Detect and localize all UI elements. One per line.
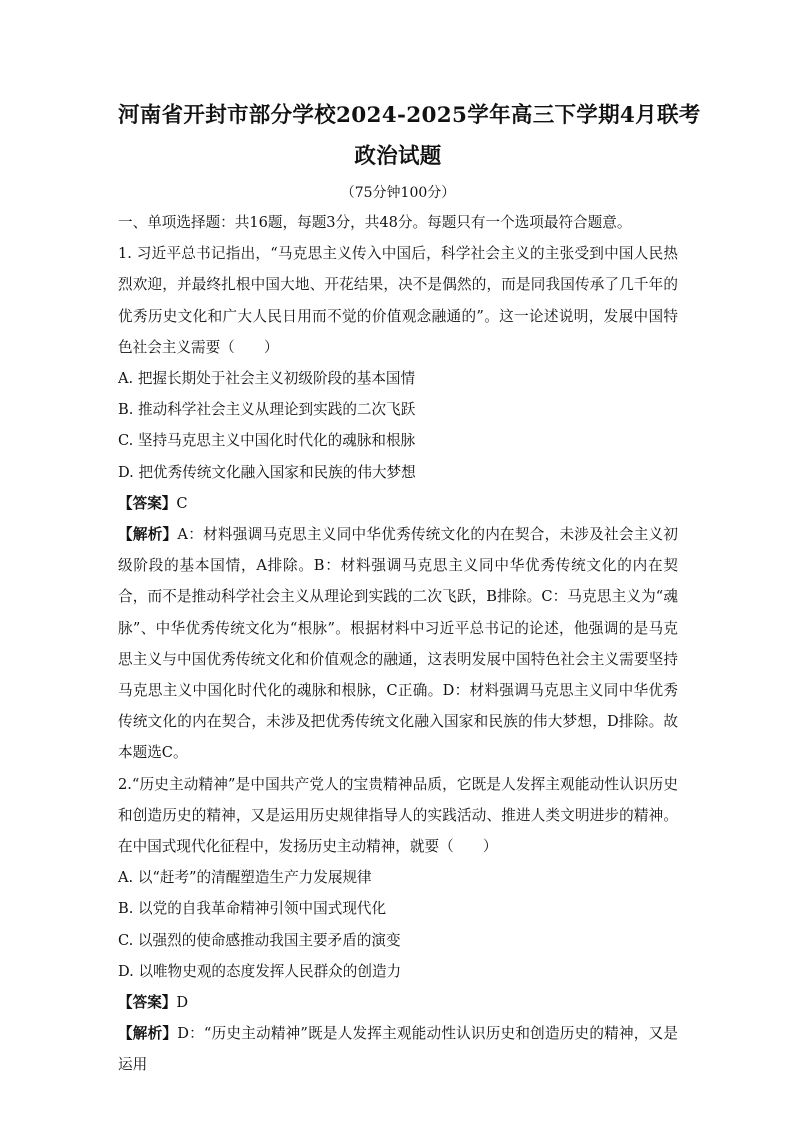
- analysis-label: 【解析】: [118, 526, 178, 544]
- option-b: B. 推动科学社会主义从理论到实践的二次飞跃: [118, 401, 416, 419]
- document-subtitle: 政治试题: [354, 144, 442, 169]
- answer-label: 【答案】: [118, 994, 177, 1012]
- answer-line: [118, 488, 678, 519]
- answer-label: 【答案】: [118, 494, 177, 512]
- option-c: C. 以强烈的使命感推动我国主要矛盾的演变: [118, 931, 401, 949]
- question-2: [118, 769, 678, 1081]
- option-a: A. 把握长期处于社会主义初级阶段的基本国情: [118, 370, 416, 388]
- exam-duration: （75分钟100分）: [340, 185, 456, 201]
- question-stem: 2.“历史主动精神”是中国共产党人的宝贵精神品质，它既是人发挥主观能动性认识历史和创造历史的精神，又是运用历史规律指导人的实践活动、推进人类文明进步的精神。在中国式现代化征程中，发扬历史主动精神，就要（ ）: [118, 775, 678, 856]
- answer-value: C: [176, 494, 188, 512]
- analysis-text: D：“历史主动精神”既是人发挥主观能动性认识历史和创造历史的精神，又是运用: [118, 1025, 678, 1074]
- answer-line: [118, 987, 678, 1018]
- section-heading: 一、单项选择题：共16题，每题3分，共48分。每题只有一个选项最符合题意。: [118, 214, 632, 231]
- document-title: 河南省开封市部分学校2024-2025学年高三下学期4月联考: [118, 103, 701, 128]
- option-d: D. 以唯物史观的态度发挥人民群众的创造力: [118, 962, 402, 980]
- analysis-paragraph: [118, 519, 678, 769]
- analysis-label: 【解析】: [118, 1025, 178, 1043]
- question-stem: 1. 习近平总书记指出，“马克思主义传入中国后，科学社会主义的主张受到中国人民热烈欢迎，并最终扎根中国大地、开花结果，决不是偶然的，而是同我国传承了几千年的优秀历史文化和广大人民日用而不觉的价值观念融通的”。这一论述说明，发展中国特色社会主义需要（ ）: [118, 245, 678, 356]
- option-d: D. 把优秀传统文化融入国家和民族的伟大梦想: [118, 463, 416, 481]
- option-a: A. 以“赶考”的清醒塑造生产力发展规律: [118, 869, 372, 887]
- option-b: B. 以党的自我革命精神引领中国式现代化: [118, 900, 387, 918]
- analysis-text: A：材料强调马克思主义同中华优秀传统文化的内在契合，未涉及社会主义初级阶段的基本国情，A排除。B：材料强调马克思主义同中华优秀传统文化的内在契合，而不是推动科学社会主义从理论到实践的二次飞跃，B排除。C：马克思主义为“魂脉”、中华优秀传统文化为“根脉”。根据材料中习近平总书记的论述，他强调的是马克思主义与中国优秀传统文化和价值观念的融通，这表明发展中国特色社会主义需要坚持马克思主义中国化时代化的魂脉和根脉，C正确。D：材料强调马克思主义同中华优秀传统文化的内在契合，未涉及把优秀传统文化融入国家和民族的伟大梦想，D排除。故本题选C。: [118, 526, 678, 762]
- analysis-paragraph: [118, 1018, 678, 1080]
- answer-value: D: [176, 994, 189, 1012]
- option-c: C. 坚持马克思主义中国化时代化的魂脉和根脉: [118, 432, 416, 450]
- question-1: [118, 238, 678, 768]
